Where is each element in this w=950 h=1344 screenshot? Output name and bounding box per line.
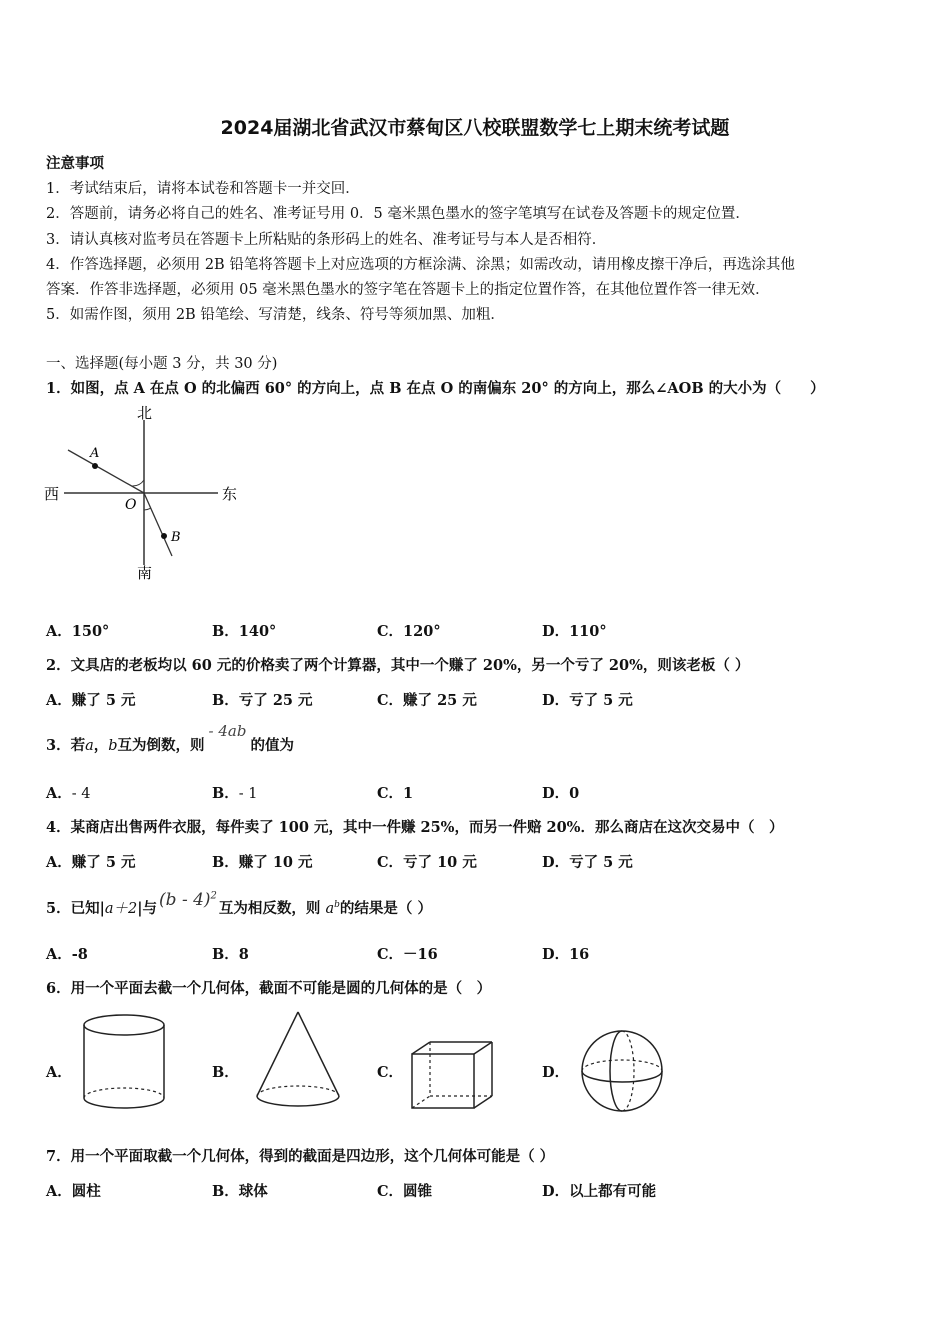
question-3-stem: 3．若a，b互为倒数，则- 4ab的值为 bbox=[46, 722, 294, 754]
option-d: D．16 bbox=[542, 946, 590, 963]
cube-figure bbox=[408, 1038, 498, 1113]
cylinder-figure bbox=[80, 1010, 170, 1115]
option-c-label: C． bbox=[377, 1064, 404, 1081]
compass-diagram bbox=[40, 400, 250, 585]
option-a: A．圆柱 bbox=[46, 1183, 101, 1200]
label-south: 南 bbox=[137, 564, 153, 582]
page-title: 2024届湖北省武汉市蔡甸区八校联盟数学七上期末统考试题 bbox=[220, 117, 730, 139]
option-d: D．亏了 5 元 bbox=[542, 692, 633, 709]
option-d: D．110° bbox=[542, 623, 607, 640]
sphere-figure bbox=[578, 1027, 668, 1117]
label-point-b: B bbox=[171, 530, 181, 545]
option-a: A．- 4 bbox=[46, 785, 91, 802]
option-d: D．0 bbox=[542, 785, 580, 802]
question-7-stem: 7．用一个平面取截一个几何体，得到的截面是四边形，这个几何体可能是（ ） bbox=[46, 1148, 555, 1165]
label-west: 西 bbox=[44, 485, 60, 503]
notice-item: 2．答题前，请务必将自己的姓名、准考证号用 0．5 毫米黑色墨水的签字笔填写在试卷及答题卡的规定位置． bbox=[46, 206, 750, 222]
point-a-dot bbox=[92, 463, 98, 469]
option-d: D．以上都有可能 bbox=[542, 1183, 657, 1200]
question-4-stem: 4．某商店出售两件衣服，每件卖了 100 元，其中一件赚 25%，而另一件赔 20%．那么商店在这次交易中（ ） bbox=[46, 819, 784, 836]
option-c: C．赚了 25 元 bbox=[377, 692, 477, 709]
expression-b-minus-4-squared: (b - 4)$^2$ bbox=[159, 890, 217, 910]
question-2-stem: 2．文具店的老板均以 60 元的价格卖了两个计算器，其中一个赚了 20%，另一个亏了 20%，则该老板（ ） bbox=[46, 657, 750, 674]
option-b: B．- 1 bbox=[212, 785, 258, 802]
label-point-o: O bbox=[125, 497, 137, 513]
point-b-dot bbox=[161, 533, 167, 539]
option-c: C．1 bbox=[377, 785, 414, 802]
notice-heading: 注意事项 bbox=[46, 155, 104, 172]
question-1-stem: 1．如图，点 A 在点 O 的北偏西 60° 的方向上，点 B 在点 O 的南偏东 20° 的方向上，那么∠AOB 的大小为（ ） bbox=[46, 380, 825, 397]
notice-item: 4．作答选择题，必须用 2B 铅笔将答题卡上对应选项的方框涂满、涂黑；如需改动，请用橡皮擦干净后，再选涂其他 bbox=[46, 257, 795, 273]
notice-item: 1．考试结束后，请将本试卷和答题卡一并交回． bbox=[46, 181, 360, 197]
label-east: 东 bbox=[222, 485, 238, 503]
notice-item: 答案．作答非选择题，必须用 05 毫米黑色墨水的签字笔在答题卡上的指定位置作答，在其他位置作答一律无效． bbox=[46, 282, 770, 298]
option-d-label: D． bbox=[542, 1064, 570, 1081]
expression-neg-4ab: - 4ab bbox=[208, 722, 247, 740]
cone-figure bbox=[252, 1008, 342, 1116]
option-c: C．120° bbox=[377, 623, 441, 640]
option-a: A．150° bbox=[46, 623, 110, 640]
option-d: D．亏了 5 元 bbox=[542, 854, 633, 871]
option-a: A．赚了 5 元 bbox=[46, 854, 136, 871]
option-c: C．－16 bbox=[377, 946, 438, 963]
notice-item: 5．如需作图，须用 2B 铅笔绘、写清楚，线条、符号等须加黑、加粗． bbox=[46, 307, 505, 323]
option-b: B．球体 bbox=[212, 1183, 268, 1200]
option-b: B．亏了 25 元 bbox=[212, 692, 313, 709]
option-a: A．-8 bbox=[46, 946, 88, 963]
option-b-label: B． bbox=[212, 1064, 239, 1081]
option-b: B．8 bbox=[212, 946, 249, 963]
option-a: A．赚了 5 元 bbox=[46, 692, 136, 709]
option-c: C．圆锥 bbox=[377, 1183, 433, 1200]
option-a-label: A． bbox=[46, 1064, 72, 1081]
label-point-a: A bbox=[90, 446, 100, 461]
section-heading: 一、选择题(每小题 3 分，共 30 分) bbox=[46, 356, 278, 372]
option-b: B．赚了 10 元 bbox=[212, 854, 313, 871]
option-b: B．140° bbox=[212, 623, 277, 640]
question-6-stem: 6．用一个平面去截一个几何体，截面不可能是圆的几何体的是（ ） bbox=[46, 980, 492, 997]
option-c: C．亏了 10 元 bbox=[377, 854, 477, 871]
label-north: 北 bbox=[137, 404, 153, 422]
question-5-stem: 5．已知|a＋2|与 (b - 4)$^2$互为相反数，则 $a^b$的结果是（ ） bbox=[46, 890, 432, 917]
notice-item: 3．请认真核对监考员在答题卡上所粘贴的条形码上的姓名、准考证号与本人是否相符． bbox=[46, 232, 607, 248]
